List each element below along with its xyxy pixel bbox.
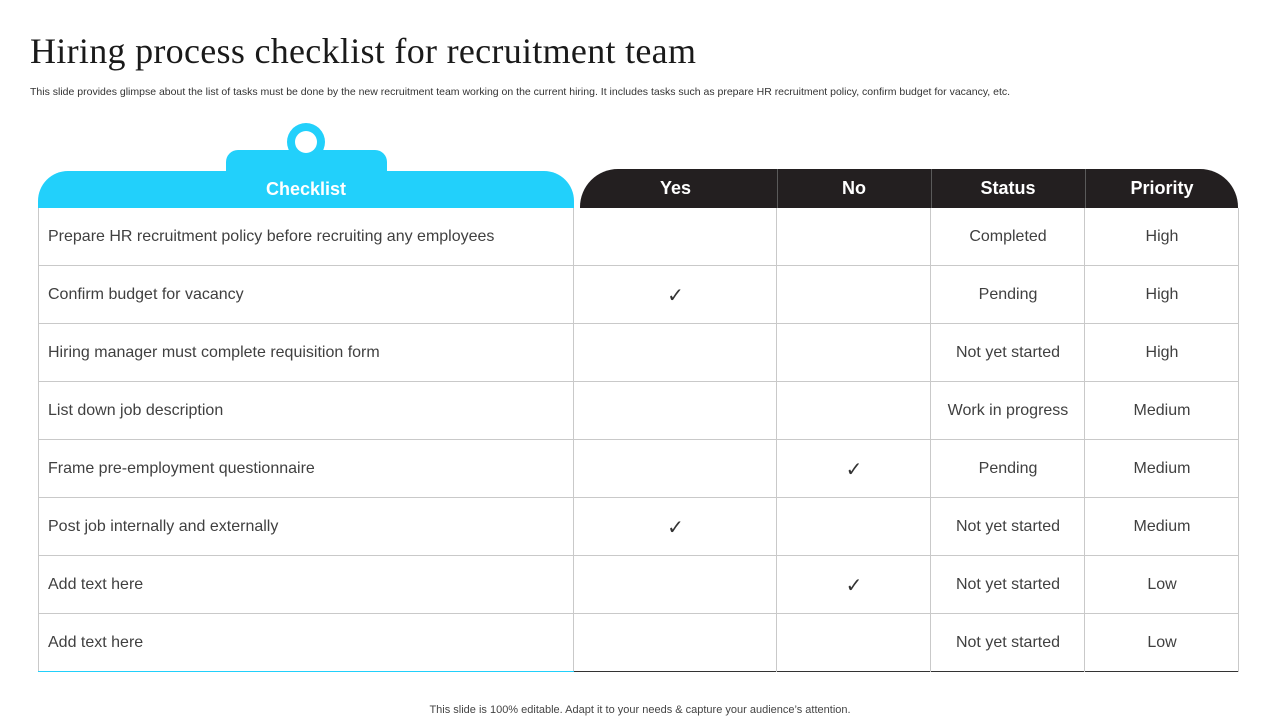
checklist-table <box>38 208 1239 672</box>
priority-cell: Medium <box>1133 460 1191 477</box>
no-check-icon <box>777 614 931 672</box>
table-divider <box>930 208 931 672</box>
status-cell: Not yet started <box>955 518 1061 535</box>
table-row <box>38 208 1239 266</box>
priority-cell: Low <box>1147 634 1177 651</box>
status-cell: Not yet started <box>955 576 1061 593</box>
no-check-icon <box>777 324 931 382</box>
status-cell: Not yet started <box>955 634 1061 651</box>
header-checklist: Checklist <box>38 171 574 208</box>
table-divider <box>1238 208 1239 672</box>
header-priority: Priority <box>1130 178 1194 198</box>
table-row <box>38 266 1239 324</box>
status-cell: Completed <box>969 228 1047 245</box>
table-divider <box>573 208 574 672</box>
checklist-underline <box>38 671 574 672</box>
status-cell: Pending <box>978 286 1038 303</box>
task-cell: Post job internally and externally <box>48 518 279 535</box>
status-cell: Work in progress <box>947 402 1069 419</box>
yes-check-icon <box>574 556 777 614</box>
priority-cell: Medium <box>1133 402 1191 419</box>
footer-note: This slide is 100% editable. Adapt it to your needs & capture your audience’s attention. <box>429 704 851 716</box>
yes-check-icon <box>574 440 777 498</box>
yes-check-icon <box>574 382 777 440</box>
task-cell: Add text here <box>48 576 144 593</box>
header-no: No <box>842 178 866 198</box>
priority-cell: High <box>1145 286 1179 303</box>
yes-check-icon <box>574 614 777 672</box>
task-cell: Add text here <box>48 634 144 651</box>
priority-cell: High <box>1145 228 1179 245</box>
table-row <box>38 382 1239 440</box>
no-check-icon <box>777 266 931 324</box>
status-cell: Not yet started <box>955 344 1061 361</box>
yes-check-icon: ✓ <box>667 516 684 539</box>
priority-cell: Medium <box>1133 518 1191 535</box>
no-check-icon <box>777 382 931 440</box>
page-subtitle: This slide provides glimpse about the list of tasks must be done by the new recruitment team working on the current hiring. It includes tasks such as prepare HR recruitment policy, confirm budget for vacancy, etc. <box>30 86 1011 98</box>
table-row <box>38 324 1239 382</box>
priority-cell: Low <box>1147 576 1177 593</box>
yes-check-icon <box>574 324 777 382</box>
table-divider <box>38 208 39 672</box>
header-status: Status <box>980 178 1036 198</box>
table-row <box>38 440 1239 498</box>
table-divider <box>776 208 777 672</box>
yes-check-icon: ✓ <box>667 284 684 307</box>
header-yes: Yes <box>659 178 692 198</box>
task-cell: Hiring manager must complete requisition form <box>48 344 380 361</box>
task-cell: Confirm budget for vacancy <box>48 286 244 303</box>
clipboard-ring-hole <box>295 131 317 153</box>
table-row <box>38 556 1239 614</box>
no-check-icon <box>777 498 931 556</box>
status-cell: Pending <box>978 460 1038 477</box>
page-title: Hiring process checklist for recruitment team <box>30 31 697 71</box>
no-check-icon: ✓ <box>845 574 863 597</box>
task-cell: Prepare HR recruitment policy before recruiting any employees <box>48 228 495 245</box>
task-cell: Frame pre-employment questionnaire <box>48 460 315 477</box>
priority-cell: High <box>1145 344 1179 361</box>
table-row <box>38 614 1239 672</box>
no-check-icon <box>777 208 931 266</box>
table-divider <box>1084 208 1085 672</box>
task-cell: List down job description <box>48 402 224 419</box>
yes-check-icon <box>574 208 777 266</box>
table-row <box>38 498 1239 556</box>
no-check-icon: ✓ <box>845 458 863 481</box>
